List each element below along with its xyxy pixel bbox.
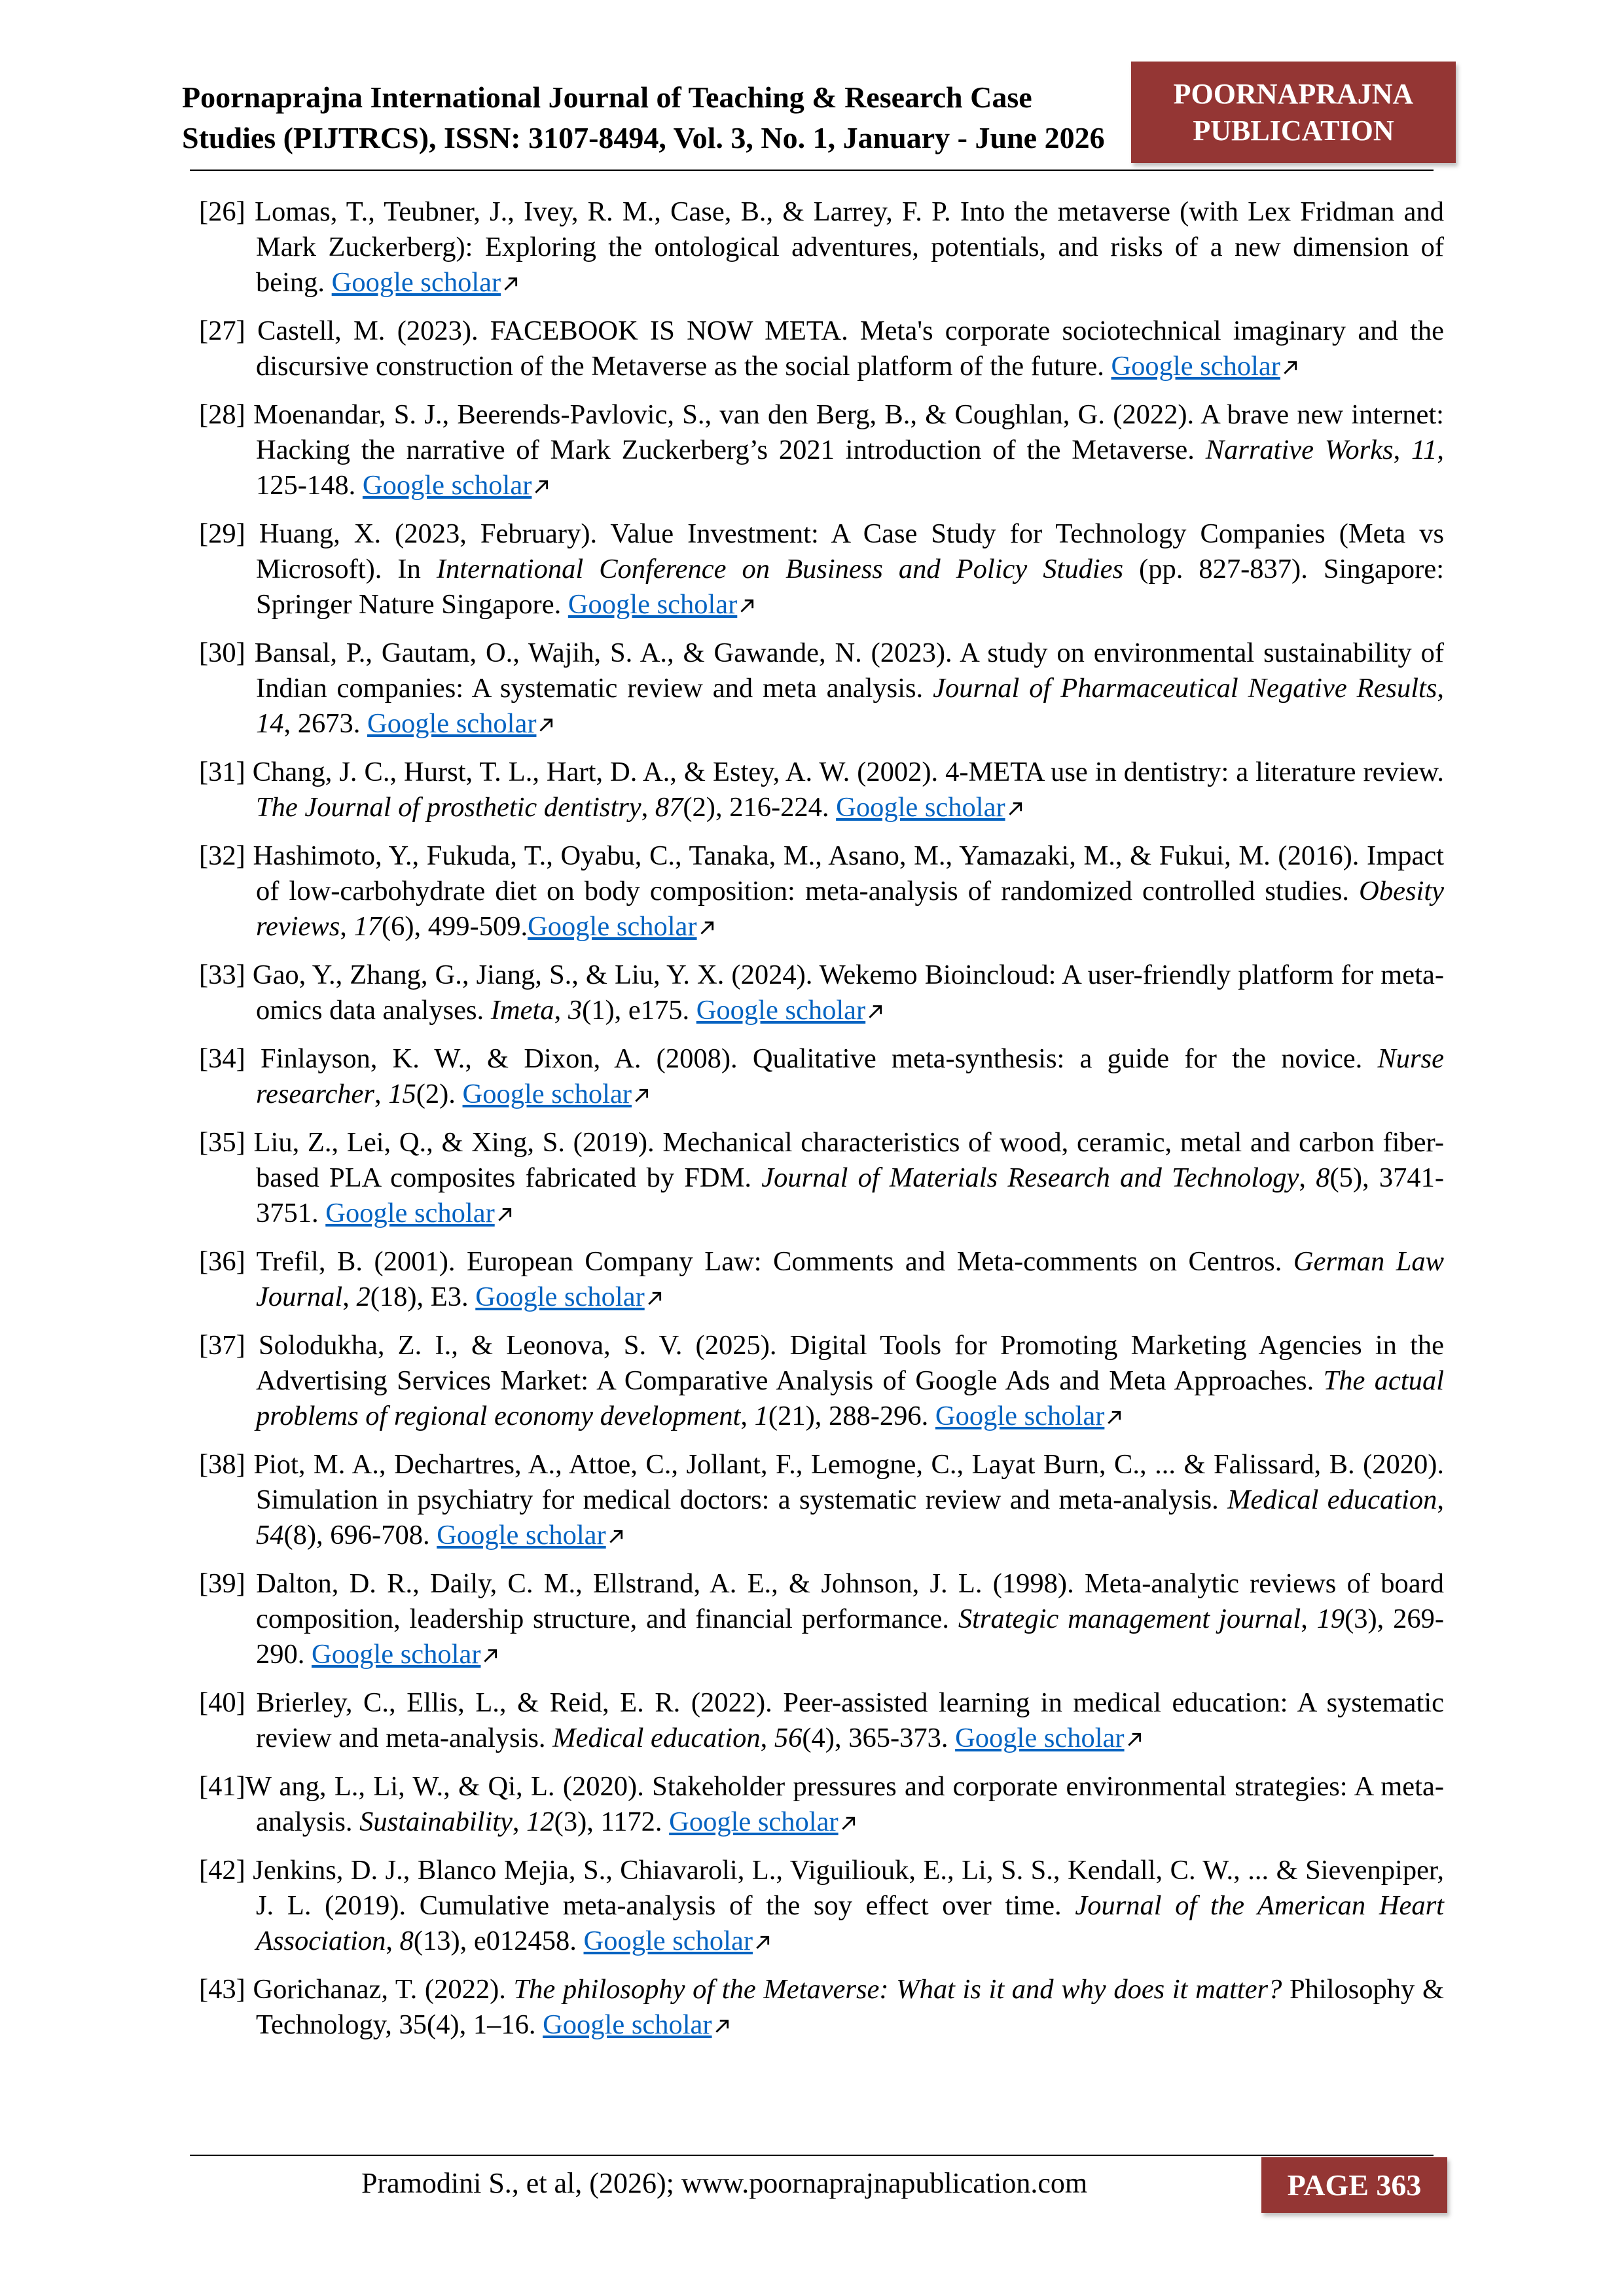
reference-number: [40] <box>199 1687 257 1718</box>
external-link-icon[interactable] <box>738 598 755 615</box>
reference-source-title: Journal of Pharmaceutical Negative Results <box>933 673 1437 704</box>
reference-details: (5), 3741-3751. <box>256 1162 1445 1229</box>
reference-number: [37] <box>199 1330 259 1361</box>
reference-item <box>199 958 1444 1028</box>
reference-separator: , <box>760 1723 774 1753</box>
reference-details: (6), 499-509. <box>382 911 528 942</box>
reference-item <box>199 516 1444 622</box>
footer-divider <box>190 2155 1434 2156</box>
reference-separator: , <box>1437 1484 1444 1515</box>
google-scholar-link[interactable]: Google scholar <box>325 1198 495 1229</box>
reference-text: Castell, M. (2023). FACEBOOK IS NOW META. Meta's corporate sociotechnical imaginary and the discursive construction of the Metaverse as the social platform of the future. <box>256 315 1444 382</box>
page-number-badge: PAGE 363 <box>1261 2157 1447 2213</box>
reference-volume: 54 <box>256 1520 284 1551</box>
reference-text: Bansal, P., Gautam, O., Wajih, S. A., & Gawande, N. (2023). A study on environmental sustainability of Indian companies: A systematic review and meta analysis. <box>254 637 1444 704</box>
reference-number: [39] <box>199 1568 257 1599</box>
external-link-icon[interactable] <box>867 1003 884 1020</box>
reference-details: , 125-148. <box>256 435 1445 501</box>
reference-list <box>199 194 1444 2056</box>
reference-link-space <box>355 470 363 501</box>
reference-details: , 2673. <box>283 708 361 739</box>
reference-volume: 56 <box>774 1723 803 1753</box>
reference-number: [28] <box>199 399 254 430</box>
publisher-badge <box>1131 62 1456 163</box>
reference-volume: 14 <box>256 708 284 739</box>
reference-item <box>199 194 1444 300</box>
reference-source-title: Journal of Materials Research and Technology <box>761 1162 1299 1193</box>
google-scholar-link[interactable]: Google scholar <box>462 1079 632 1109</box>
reference-separator: , <box>641 792 655 823</box>
reference-number: [36] <box>199 1246 257 1277</box>
external-link-icon[interactable] <box>482 1647 499 1664</box>
google-scholar-link[interactable]: Google scholar <box>362 470 532 501</box>
reference-volume: 12 <box>526 1806 554 1837</box>
reference-item <box>199 636 1444 742</box>
reference-volume: 8 <box>399 1926 414 1956</box>
reference-source-title: The philosophy of the Metaverse: What is it and why does it matter? <box>513 1974 1282 2005</box>
google-scholar-link[interactable]: Google scholar <box>568 589 738 620</box>
reference-number: [35] <box>199 1127 254 1158</box>
reference-source-title: German Law Journal <box>256 1246 1444 1312</box>
reference-item <box>199 1853 1444 1959</box>
reference-number: [30] <box>199 637 255 668</box>
reference-item <box>199 755 1444 825</box>
google-scholar-link[interactable]: Google scholar <box>437 1520 606 1551</box>
external-link-icon[interactable] <box>537 717 554 734</box>
reference-item <box>199 1328 1444 1434</box>
google-scholar-link[interactable]: Google scholar <box>583 1926 753 1956</box>
reference-details: Philosophy & Technology, 35(4), 1–16. <box>256 1974 1445 2040</box>
reference-text: Gao, Y., Zhang, G., Jiang, S., & Liu, Y. X. (2024). Wekemo Bioincloud: A user-friendly platform for meta-omics data analyses. <box>252 960 1444 1026</box>
reference-separator: , <box>1301 1604 1317 1634</box>
reference-text: Jenkins, D. J., Blanco Mejia, S., Chiavaroli, L., Viguiliouk, E., Li, S. S., Kendall, C. W., ... & Sievenpiper, J. L. (2019). Cumulative meta-analysis of the soy effect over time. <box>253 1855 1445 1921</box>
journal-title-line-2: Studies (PIJTRCS), ISSN: 3107-8494, Vol. 3, No. 1, January - June 2026 <box>182 121 1105 154</box>
reference-text: Solodukha, Z. I., & Leonova, S. V. (2025). Digital Tools for Promoting Marketing Agencies in the Advertising Services Market: A Comparative Analysis of Google Ads and Meta Approaches. <box>256 1330 1445 1396</box>
reference-volume: 17 <box>353 911 382 942</box>
external-link-icon[interactable] <box>1106 1409 1123 1426</box>
reference-volume: 1 <box>754 1401 768 1431</box>
external-link-icon[interactable] <box>1282 359 1299 376</box>
reference-source-title: Sustainability <box>359 1806 513 1837</box>
reference-details: (18), E3. <box>370 1282 476 1312</box>
google-scholar-link[interactable]: Google scholar <box>312 1639 481 1670</box>
reference-text: Dalton, D. R., Daily, C. M., Ellstrand, A. E., & Johnson, J. L. (1998). Meta-analytic reviews of board composition, leadership structure, and financial performance. <box>256 1568 1445 1634</box>
google-scholar-link[interactable]: Google scholar <box>935 1401 1105 1431</box>
reference-item <box>199 838 1444 944</box>
reference-details: (3), 1172. <box>554 1806 670 1837</box>
reference-separator: , <box>554 995 568 1026</box>
external-link-icon[interactable] <box>633 1087 650 1104</box>
reference-source-title: Obesity reviews <box>256 876 1444 942</box>
reference-source-title: Imeta <box>490 995 554 1026</box>
reference-separator: , <box>512 1806 527 1837</box>
reference-item <box>199 1041 1444 1112</box>
google-scholar-link[interactable]: Google scholar <box>836 792 1005 823</box>
external-link-icon[interactable] <box>533 478 550 495</box>
reference-volume: 11 <box>1411 435 1437 465</box>
external-link-icon[interactable] <box>1007 800 1024 817</box>
reference-text: W ang, L., Li, W., & Qi, L. (2020). Stakeholder pressures and corporate environmental strategies: A meta-analysis. <box>245 1771 1444 1837</box>
external-link-icon[interactable] <box>713 2018 731 2035</box>
journal-header-title <box>182 77 1144 158</box>
google-scholar-link[interactable]: Google scholar <box>543 2009 712 2040</box>
reference-item <box>199 314 1444 384</box>
reference-text: Chang, J. C., Hurst, T. L., Hart, D. A., & Estey, A. W. (2002). 4-META use in dentistry: a literature review. <box>252 757 1444 787</box>
reference-text: Hashimoto, Y., Fukuda, T., Oyabu, C., Tanaka, M., Asano, M., Yamazaki, M., & Fukui, M. (2016). Impact of low-carbohydrate diet on body composition: meta-analysis of randomized controlled studies. <box>253 840 1444 906</box>
reference-item <box>199 1685 1444 1756</box>
reference-link-space <box>360 708 367 739</box>
reference-source-title: The Journal of prosthetic dentistry <box>256 792 641 823</box>
reference-text: Brierley, C., Ellis, L., & Reid, E. R. (2022). Peer-assisted learning in medical education: A systematic review and meta-analysis. <box>256 1687 1444 1753</box>
reference-number: [38] <box>199 1449 254 1480</box>
reference-text: Trefil, B. (2001). European Company Law: Comments and Meta-comments on Centros. <box>256 1246 1293 1277</box>
reference-volume: 87 <box>655 792 683 823</box>
external-link-icon[interactable] <box>1126 1731 1143 1748</box>
reference-details: (2), 216-224. <box>683 792 837 823</box>
reference-volume: 3 <box>568 995 583 1026</box>
reference-number: [31] <box>199 757 253 787</box>
google-scholar-link[interactable]: Google scholar <box>696 995 866 1026</box>
reference-separator: , <box>1437 673 1444 704</box>
google-scholar-link[interactable]: Google scholar <box>528 911 697 942</box>
reference-text: Lomas, T., Teubner, J., Ivey, R. M., Case, B., & Larrey, F. P. Into the metaverse (with Lex Fridman and Mark Zuckerberg): Exploring the ontological adventures, potentials, and risks of a new dimension of being. <box>255 196 1444 298</box>
reference-volume: 19 <box>1316 1604 1345 1634</box>
reference-text: Moenandar, S. J., Beerends-Pavlovic, S., van den Berg, B., & Coughlan, G. (2022). A brave new internet: Hacking the narrative of Mark Zuckerberg’s 2021 introduction of the Metaverse. <box>253 399 1444 465</box>
google-scholar-link[interactable]: Google scholar <box>669 1806 839 1837</box>
external-link-icon[interactable] <box>502 276 519 293</box>
reference-number: [32] <box>199 840 253 871</box>
reference-details: (3), 269-290. <box>256 1604 1444 1670</box>
header-divider <box>190 170 1434 171</box>
reference-details: (8), 696-708. <box>283 1520 437 1551</box>
reference-source-title: The actual problems of regional economy development <box>256 1365 1444 1431</box>
google-scholar-link[interactable]: Google scholar <box>367 708 537 739</box>
reference-text: Liu, Z., Lei, Q., & Xing, S. (2019). Mechanical characteristics of wood, ceramic, metal and carbon fiber-based PLA composites fabricated by FDM. <box>253 1127 1444 1193</box>
reference-text: Gorichanaz, T. (2022). <box>253 1974 514 2005</box>
reference-number: [41] <box>199 1771 245 1802</box>
reference-text: Piot, M. A., Dechartres, A., Attoe, C., Jollant, F., Lemogne, C., Layat Burn, C., ... & Falissard, B. (2020). Simulation in psychiatry for medical doctors: a systematic review and meta-analysis. <box>253 1449 1445 1515</box>
reference-item <box>199 1125 1444 1231</box>
reference-separator: , <box>374 1079 389 1109</box>
reference-source-title: Medical education <box>1227 1484 1437 1515</box>
publisher-badge-line-1: POORNAPRAJNA <box>1173 77 1414 110</box>
reference-separator: , <box>1393 435 1412 465</box>
reference-separator: , <box>340 911 354 942</box>
reference-number: [29] <box>199 518 259 549</box>
external-link-icon[interactable] <box>698 920 715 937</box>
google-scholar-link[interactable]: Google scholar <box>331 267 501 298</box>
reference-details: (4), 365-373. <box>802 1723 956 1753</box>
reference-number: [33] <box>199 960 253 990</box>
reference-source-title: Narrative Works <box>1205 435 1394 465</box>
reference-text: Huang, X. (2023, February). Value Investment: A Case Study for Technology Companies (Meta vs Microsoft). In <box>256 518 1444 584</box>
external-link-icon[interactable] <box>607 1528 624 1545</box>
google-scholar-link[interactable]: Google scholar <box>1111 351 1280 382</box>
footer-citation: Pramodini S., et al, (2026); www.poornaprajnapublication.com <box>361 2167 1088 2199</box>
reference-item <box>199 1566 1444 1672</box>
reference-item <box>199 397 1444 503</box>
reference-item <box>199 1769 1444 1840</box>
reference-source-title: International Conference on Business and Policy Studies <box>436 554 1124 584</box>
reference-source-title: Journal of the American Heart Association <box>256 1890 1444 1956</box>
google-scholar-link[interactable]: Google scholar <box>955 1723 1125 1753</box>
reference-details: (1), e175. <box>582 995 696 1026</box>
reference-number: [42] <box>199 1855 253 1886</box>
reference-source-title: Medical education <box>552 1723 761 1753</box>
reference-separator: , <box>1299 1162 1316 1193</box>
reference-volume: 15 <box>388 1079 416 1109</box>
reference-item <box>199 1972 1444 2043</box>
reference-number: [27] <box>199 315 258 346</box>
reference-number: [26] <box>199 196 255 227</box>
google-scholar-link[interactable]: Google scholar <box>475 1282 645 1312</box>
reference-volume: 2 <box>356 1282 370 1312</box>
external-link-icon[interactable] <box>840 1815 857 1832</box>
reference-separator: , <box>386 1926 400 1956</box>
reference-item <box>199 1244 1444 1315</box>
reference-separator: , <box>740 1401 755 1431</box>
reference-separator: , <box>342 1282 357 1312</box>
external-link-icon[interactable] <box>496 1206 513 1223</box>
reference-text: Finlayson, K. W., & Dixon, A. (2008). Qualitative meta-synthesis: a guide for the novice. <box>261 1043 1378 1074</box>
reference-volume: 8 <box>1316 1162 1330 1193</box>
publisher-badge-line-2: PUBLICATION <box>1193 114 1394 147</box>
reference-details: (21), 288-296. <box>768 1401 935 1431</box>
reference-details: (13), e012458. <box>413 1926 584 1956</box>
reference-number: [34] <box>199 1043 261 1074</box>
reference-source-title: Strategic management journal <box>958 1604 1301 1634</box>
external-link-icon[interactable] <box>754 1934 771 1951</box>
reference-details: (pp. 827-837). Singapore: Springer Nature Singapore. <box>256 554 1445 620</box>
reference-source-title: Nurse researcher <box>256 1043 1444 1109</box>
external-link-icon[interactable] <box>646 1290 663 1307</box>
journal-title-line-1: Poornaprajna International Journal of Teaching & Research Case <box>182 81 1032 114</box>
reference-item <box>199 1447 1444 1553</box>
reference-details: (2). <box>416 1079 463 1109</box>
reference-number: [43] <box>199 1974 253 2005</box>
